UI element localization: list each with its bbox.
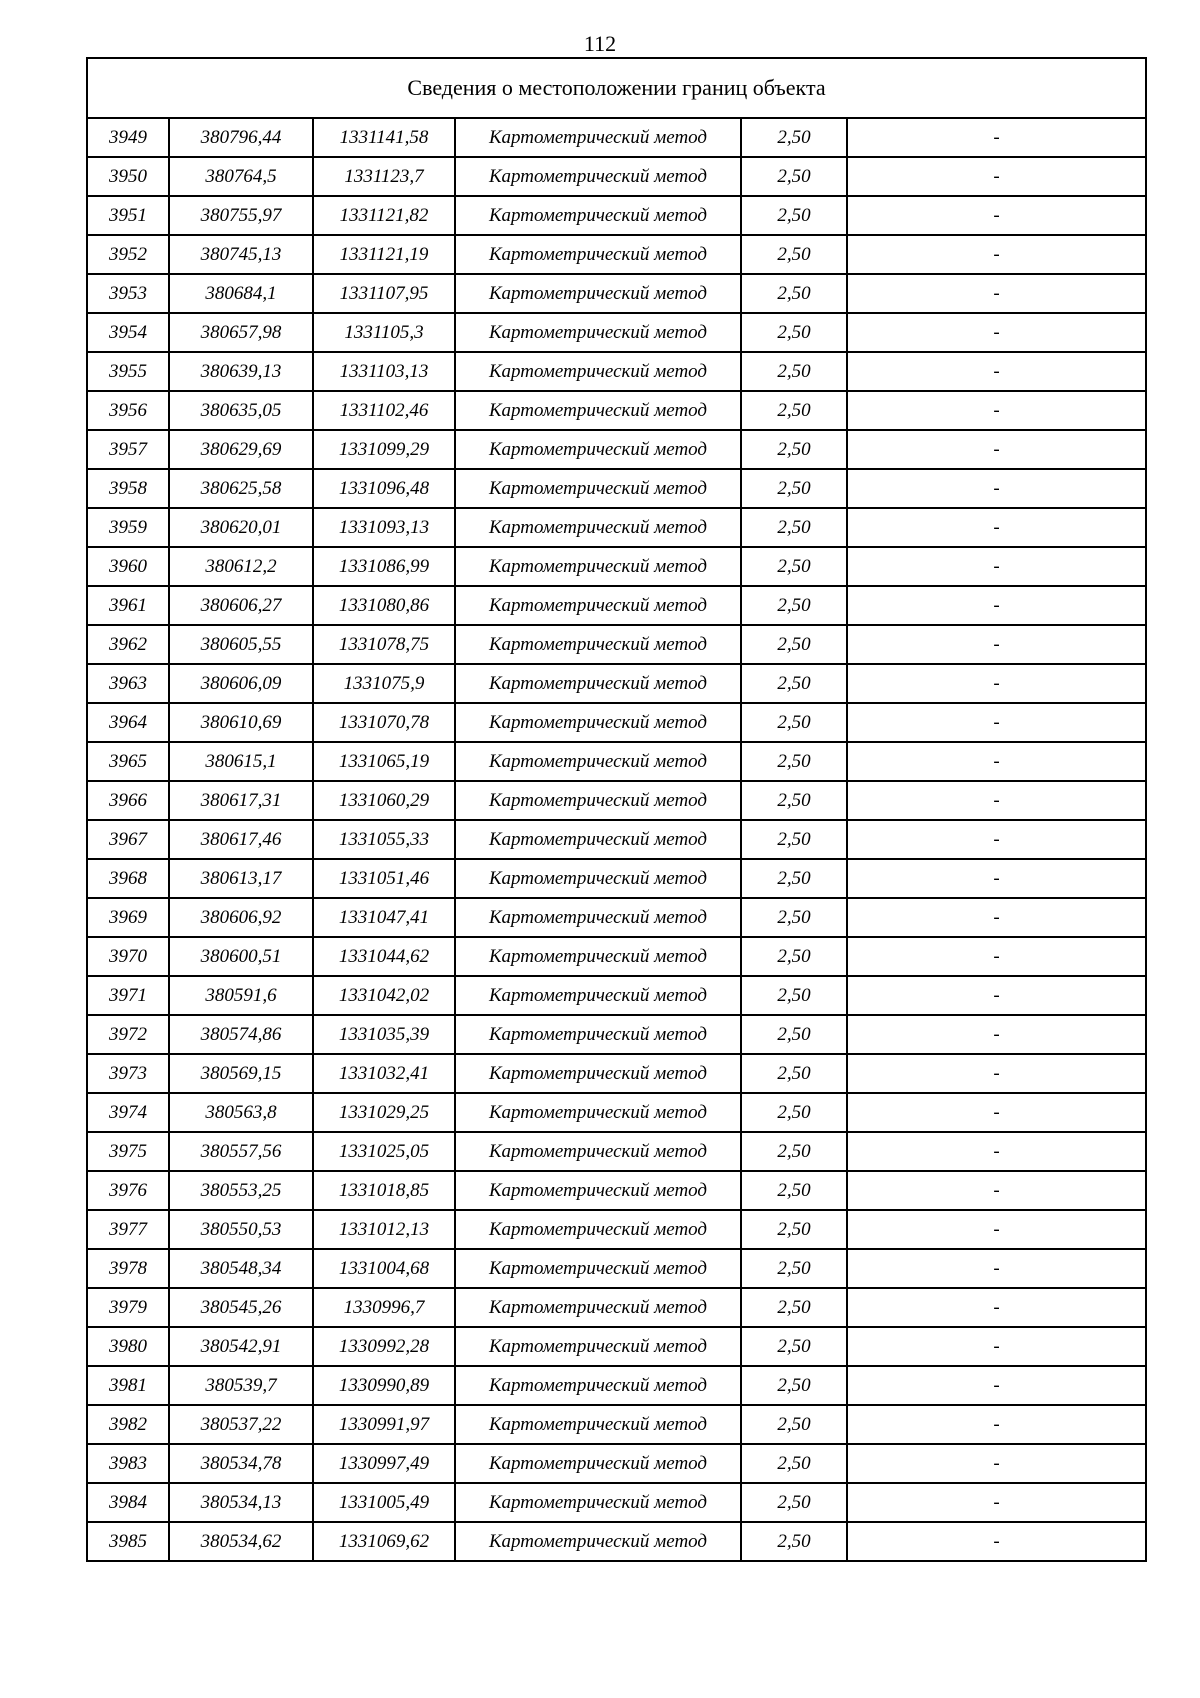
- y-coordinate-cell: 1331018,85: [313, 1171, 455, 1210]
- description-cell: -: [847, 1054, 1146, 1093]
- method-cell: Картометрический метод: [455, 1288, 741, 1327]
- y-coordinate-cell: 1331102,46: [313, 391, 455, 430]
- y-coordinate-cell: 1331051,46: [313, 859, 455, 898]
- method-cell: Картометрический метод: [455, 586, 741, 625]
- description-cell: -: [847, 742, 1146, 781]
- x-coordinate-cell: 380796,44: [169, 118, 313, 157]
- method-cell: Картометрический метод: [455, 157, 741, 196]
- y-coordinate-cell: 1331029,25: [313, 1093, 455, 1132]
- y-coordinate-cell: 1331004,68: [313, 1249, 455, 1288]
- method-cell: Картометрический метод: [455, 1405, 741, 1444]
- table-row: [87, 703, 1146, 742]
- point-number-cell: 3971: [87, 976, 169, 1015]
- y-coordinate-cell: 1331060,29: [313, 781, 455, 820]
- accuracy-cell: 2,50: [741, 196, 847, 235]
- x-coordinate-cell: 380534,78: [169, 1444, 313, 1483]
- method-cell: Картометрический метод: [455, 976, 741, 1015]
- x-coordinate-cell: 380617,46: [169, 820, 313, 859]
- y-coordinate-cell: 1331025,05: [313, 1132, 455, 1171]
- table-row: [87, 1093, 1146, 1132]
- x-coordinate-cell: 380606,09: [169, 664, 313, 703]
- x-coordinate-cell: 380657,98: [169, 313, 313, 352]
- y-coordinate-cell: 1331080,86: [313, 586, 455, 625]
- method-cell: Картометрический метод: [455, 625, 741, 664]
- method-cell: Картометрический метод: [455, 781, 741, 820]
- method-cell: Картометрический метод: [455, 1522, 741, 1561]
- table-row: [87, 898, 1146, 937]
- method-cell: Картометрический метод: [455, 1210, 741, 1249]
- table-row: [87, 976, 1146, 1015]
- y-coordinate-cell: 1330996,7: [313, 1288, 455, 1327]
- accuracy-cell: 2,50: [741, 1171, 847, 1210]
- description-cell: -: [847, 1210, 1146, 1249]
- x-coordinate-cell: 380553,25: [169, 1171, 313, 1210]
- description-cell: -: [847, 703, 1146, 742]
- accuracy-cell: 2,50: [741, 157, 847, 196]
- y-coordinate-cell: 1331141,58: [313, 118, 455, 157]
- method-cell: Картометрический метод: [455, 469, 741, 508]
- x-coordinate-cell: 380629,69: [169, 430, 313, 469]
- x-coordinate-cell: 380550,53: [169, 1210, 313, 1249]
- y-coordinate-cell: 1331096,48: [313, 469, 455, 508]
- description-cell: -: [847, 274, 1146, 313]
- table-row: [87, 781, 1146, 820]
- table-row: [87, 1444, 1146, 1483]
- table-row: [87, 508, 1146, 547]
- point-number-cell: 3957: [87, 430, 169, 469]
- table-row: [87, 274, 1146, 313]
- table-row: [87, 157, 1146, 196]
- x-coordinate-cell: 380545,26: [169, 1288, 313, 1327]
- method-cell: Картометрический метод: [455, 1444, 741, 1483]
- point-number-cell: 3985: [87, 1522, 169, 1561]
- x-coordinate-cell: 380635,05: [169, 391, 313, 430]
- accuracy-cell: 2,50: [741, 625, 847, 664]
- description-cell: -: [847, 469, 1146, 508]
- y-coordinate-cell: 1330992,28: [313, 1327, 455, 1366]
- description-cell: -: [847, 196, 1146, 235]
- y-coordinate-cell: 1331107,95: [313, 274, 455, 313]
- point-number-cell: 3952: [87, 235, 169, 274]
- table-row: [87, 859, 1146, 898]
- point-number-cell: 3975: [87, 1132, 169, 1171]
- accuracy-cell: 2,50: [741, 508, 847, 547]
- description-cell: -: [847, 664, 1146, 703]
- table-row: [87, 1015, 1146, 1054]
- description-cell: -: [847, 1132, 1146, 1171]
- accuracy-cell: 2,50: [741, 1366, 847, 1405]
- description-cell: -: [847, 1405, 1146, 1444]
- point-number-cell: 3979: [87, 1288, 169, 1327]
- method-cell: Картометрический метод: [455, 1093, 741, 1132]
- description-cell: -: [847, 352, 1146, 391]
- table-row: [87, 1366, 1146, 1405]
- accuracy-cell: 2,50: [741, 1483, 847, 1522]
- y-coordinate-cell: 1331121,82: [313, 196, 455, 235]
- accuracy-cell: 2,50: [741, 391, 847, 430]
- y-coordinate-cell: 1331075,9: [313, 664, 455, 703]
- table-row: [87, 430, 1146, 469]
- method-cell: Картометрический метод: [455, 1249, 741, 1288]
- method-cell: Картометрический метод: [455, 508, 741, 547]
- point-number-cell: 3964: [87, 703, 169, 742]
- point-number-cell: 3973: [87, 1054, 169, 1093]
- accuracy-cell: 2,50: [741, 1210, 847, 1249]
- x-coordinate-cell: 380610,69: [169, 703, 313, 742]
- point-number-cell: 3950: [87, 157, 169, 196]
- point-number-cell: 3980: [87, 1327, 169, 1366]
- description-cell: -: [847, 235, 1146, 274]
- x-coordinate-cell: 380606,92: [169, 898, 313, 937]
- description-cell: -: [847, 157, 1146, 196]
- accuracy-cell: 2,50: [741, 703, 847, 742]
- accuracy-cell: 2,50: [741, 664, 847, 703]
- accuracy-cell: 2,50: [741, 430, 847, 469]
- table-row: [87, 1249, 1146, 1288]
- x-coordinate-cell: 380755,97: [169, 196, 313, 235]
- y-coordinate-cell: 1331078,75: [313, 625, 455, 664]
- boundary-coordinates-table: [86, 57, 1147, 1562]
- accuracy-cell: 2,50: [741, 1015, 847, 1054]
- y-coordinate-cell: 1331042,02: [313, 976, 455, 1015]
- point-number-cell: 3962: [87, 625, 169, 664]
- point-number-cell: 3978: [87, 1249, 169, 1288]
- point-number-cell: 3951: [87, 196, 169, 235]
- table-title: Сведения о местоположении границ объекта: [87, 58, 1146, 118]
- point-number-cell: 3965: [87, 742, 169, 781]
- point-number-cell: 3956: [87, 391, 169, 430]
- y-coordinate-cell: 1331099,29: [313, 430, 455, 469]
- description-cell: -: [847, 781, 1146, 820]
- point-number-cell: 3981: [87, 1366, 169, 1405]
- x-coordinate-cell: 380617,31: [169, 781, 313, 820]
- description-cell: -: [847, 1483, 1146, 1522]
- table-row: [87, 625, 1146, 664]
- table-row: [87, 820, 1146, 859]
- y-coordinate-cell: 1331070,78: [313, 703, 455, 742]
- description-cell: -: [847, 937, 1146, 976]
- y-coordinate-cell: 1331093,13: [313, 508, 455, 547]
- description-cell: -: [847, 586, 1146, 625]
- method-cell: Картометрический метод: [455, 703, 741, 742]
- method-cell: Картометрический метод: [455, 547, 741, 586]
- accuracy-cell: 2,50: [741, 235, 847, 274]
- accuracy-cell: 2,50: [741, 1054, 847, 1093]
- y-coordinate-cell: 1331047,41: [313, 898, 455, 937]
- x-coordinate-cell: 380537,22: [169, 1405, 313, 1444]
- accuracy-cell: 2,50: [741, 118, 847, 157]
- table-row: [87, 1054, 1146, 1093]
- table-row: [87, 1288, 1146, 1327]
- method-cell: Картометрический метод: [455, 1171, 741, 1210]
- table-row: [87, 118, 1146, 157]
- table-row: [87, 1483, 1146, 1522]
- point-number-cell: 3977: [87, 1210, 169, 1249]
- method-cell: Картометрический метод: [455, 352, 741, 391]
- table-row: [87, 1171, 1146, 1210]
- x-coordinate-cell: 380563,8: [169, 1093, 313, 1132]
- x-coordinate-cell: 380542,91: [169, 1327, 313, 1366]
- method-cell: Картометрический метод: [455, 1327, 741, 1366]
- method-cell: Картометрический метод: [455, 313, 741, 352]
- x-coordinate-cell: 380613,17: [169, 859, 313, 898]
- table-row: [87, 664, 1146, 703]
- table-row: [87, 469, 1146, 508]
- description-cell: -: [847, 547, 1146, 586]
- method-cell: Картометрический метод: [455, 430, 741, 469]
- x-coordinate-cell: 380534,13: [169, 1483, 313, 1522]
- method-cell: Картометрический метод: [455, 235, 741, 274]
- method-cell: Картометрический метод: [455, 1366, 741, 1405]
- table-row: [87, 547, 1146, 586]
- point-number-cell: 3968: [87, 859, 169, 898]
- accuracy-cell: 2,50: [741, 820, 847, 859]
- description-cell: -: [847, 625, 1146, 664]
- description-cell: -: [847, 1444, 1146, 1483]
- y-coordinate-cell: 1331032,41: [313, 1054, 455, 1093]
- table-title-row: [87, 58, 1146, 118]
- table-row: [87, 352, 1146, 391]
- accuracy-cell: 2,50: [741, 859, 847, 898]
- page-number: 112: [583, 31, 617, 56]
- x-coordinate-cell: 380764,5: [169, 157, 313, 196]
- y-coordinate-cell: 1330991,97: [313, 1405, 455, 1444]
- point-number-cell: 3960: [87, 547, 169, 586]
- table-row: [87, 1327, 1146, 1366]
- y-coordinate-cell: 1331121,19: [313, 235, 455, 274]
- description-cell: -: [847, 508, 1146, 547]
- accuracy-cell: 2,50: [741, 274, 847, 313]
- description-cell: -: [847, 1327, 1146, 1366]
- description-cell: -: [847, 1171, 1146, 1210]
- point-number-cell: 3972: [87, 1015, 169, 1054]
- point-number-cell: 3955: [87, 352, 169, 391]
- method-cell: Картометрический метод: [455, 742, 741, 781]
- x-coordinate-cell: 380574,86: [169, 1015, 313, 1054]
- description-cell: -: [847, 1015, 1146, 1054]
- x-coordinate-cell: 380639,13: [169, 352, 313, 391]
- accuracy-cell: 2,50: [741, 937, 847, 976]
- point-number-cell: 3949: [87, 118, 169, 157]
- point-number-cell: 3967: [87, 820, 169, 859]
- y-coordinate-cell: 1331005,49: [313, 1483, 455, 1522]
- x-coordinate-cell: 380539,7: [169, 1366, 313, 1405]
- table-row: [87, 1132, 1146, 1171]
- point-number-cell: 3961: [87, 586, 169, 625]
- y-coordinate-cell: 1331123,7: [313, 157, 455, 196]
- method-cell: Картометрический метод: [455, 898, 741, 937]
- point-number-cell: 3958: [87, 469, 169, 508]
- accuracy-cell: 2,50: [741, 781, 847, 820]
- y-coordinate-cell: 1331035,39: [313, 1015, 455, 1054]
- accuracy-cell: 2,50: [741, 742, 847, 781]
- y-coordinate-cell: 1331105,3: [313, 313, 455, 352]
- accuracy-cell: 2,50: [741, 976, 847, 1015]
- point-number-cell: 3982: [87, 1405, 169, 1444]
- x-coordinate-cell: 380606,27: [169, 586, 313, 625]
- method-cell: Картометрический метод: [455, 1054, 741, 1093]
- accuracy-cell: 2,50: [741, 1522, 847, 1561]
- description-cell: -: [847, 820, 1146, 859]
- point-number-cell: 3969: [87, 898, 169, 937]
- accuracy-cell: 2,50: [741, 469, 847, 508]
- table-row: [87, 1405, 1146, 1444]
- method-cell: Картометрический метод: [455, 1483, 741, 1522]
- y-coordinate-cell: 1331086,99: [313, 547, 455, 586]
- description-cell: -: [847, 1288, 1146, 1327]
- accuracy-cell: 2,50: [741, 1093, 847, 1132]
- y-coordinate-cell: 1330990,89: [313, 1366, 455, 1405]
- point-number-cell: 3976: [87, 1171, 169, 1210]
- point-number-cell: 3984: [87, 1483, 169, 1522]
- method-cell: Картометрический метод: [455, 937, 741, 976]
- x-coordinate-cell: 380612,2: [169, 547, 313, 586]
- table-row: [87, 391, 1146, 430]
- x-coordinate-cell: 380557,56: [169, 1132, 313, 1171]
- x-coordinate-cell: 380534,62: [169, 1522, 313, 1561]
- accuracy-cell: 2,50: [741, 1405, 847, 1444]
- description-cell: -: [847, 391, 1146, 430]
- accuracy-cell: 2,50: [741, 1249, 847, 1288]
- y-coordinate-cell: 1331103,13: [313, 352, 455, 391]
- x-coordinate-cell: 380745,13: [169, 235, 313, 274]
- method-cell: Картометрический метод: [455, 859, 741, 898]
- description-cell: -: [847, 898, 1146, 937]
- description-cell: -: [847, 313, 1146, 352]
- method-cell: Картометрический метод: [455, 274, 741, 313]
- table-row: [87, 313, 1146, 352]
- y-coordinate-cell: 1330997,49: [313, 1444, 455, 1483]
- description-cell: -: [847, 1093, 1146, 1132]
- method-cell: Картометрический метод: [455, 118, 741, 157]
- point-number-cell: 3983: [87, 1444, 169, 1483]
- point-number-cell: 3953: [87, 274, 169, 313]
- accuracy-cell: 2,50: [741, 1444, 847, 1483]
- point-number-cell: 3966: [87, 781, 169, 820]
- y-coordinate-cell: 1331069,62: [313, 1522, 455, 1561]
- point-number-cell: 3963: [87, 664, 169, 703]
- description-cell: -: [847, 118, 1146, 157]
- table-row: [87, 235, 1146, 274]
- accuracy-cell: 2,50: [741, 352, 847, 391]
- accuracy-cell: 2,50: [741, 586, 847, 625]
- x-coordinate-cell: 380591,6: [169, 976, 313, 1015]
- x-coordinate-cell: 380625,58: [169, 469, 313, 508]
- accuracy-cell: 2,50: [741, 898, 847, 937]
- point-number-cell: 3970: [87, 937, 169, 976]
- description-cell: -: [847, 1249, 1146, 1288]
- table-row: [87, 586, 1146, 625]
- method-cell: Картометрический метод: [455, 664, 741, 703]
- table-row: [87, 1522, 1146, 1561]
- table-row: [87, 937, 1146, 976]
- table-row: [87, 1210, 1146, 1249]
- point-number-cell: 3974: [87, 1093, 169, 1132]
- x-coordinate-cell: 380620,01: [169, 508, 313, 547]
- accuracy-cell: 2,50: [741, 313, 847, 352]
- x-coordinate-cell: 380615,1: [169, 742, 313, 781]
- x-coordinate-cell: 380569,15: [169, 1054, 313, 1093]
- description-cell: -: [847, 430, 1146, 469]
- method-cell: Картометрический метод: [455, 820, 741, 859]
- y-coordinate-cell: 1331065,19: [313, 742, 455, 781]
- x-coordinate-cell: 380548,34: [169, 1249, 313, 1288]
- accuracy-cell: 2,50: [741, 1288, 847, 1327]
- method-cell: Картометрический метод: [455, 391, 741, 430]
- method-cell: Картометрический метод: [455, 1132, 741, 1171]
- description-cell: -: [847, 1366, 1146, 1405]
- method-cell: Картометрический метод: [455, 1015, 741, 1054]
- method-cell: Картометрический метод: [455, 196, 741, 235]
- accuracy-cell: 2,50: [741, 1132, 847, 1171]
- y-coordinate-cell: 1331055,33: [313, 820, 455, 859]
- y-coordinate-cell: 1331044,62: [313, 937, 455, 976]
- point-number-cell: 3954: [87, 313, 169, 352]
- x-coordinate-cell: 380684,1: [169, 274, 313, 313]
- accuracy-cell: 2,50: [741, 547, 847, 586]
- accuracy-cell: 2,50: [741, 1327, 847, 1366]
- table-row: [87, 196, 1146, 235]
- y-coordinate-cell: 1331012,13: [313, 1210, 455, 1249]
- table-row: [87, 742, 1146, 781]
- description-cell: -: [847, 859, 1146, 898]
- x-coordinate-cell: 380600,51: [169, 937, 313, 976]
- point-number-cell: 3959: [87, 508, 169, 547]
- x-coordinate-cell: 380605,55: [169, 625, 313, 664]
- description-cell: -: [847, 1522, 1146, 1561]
- description-cell: -: [847, 976, 1146, 1015]
